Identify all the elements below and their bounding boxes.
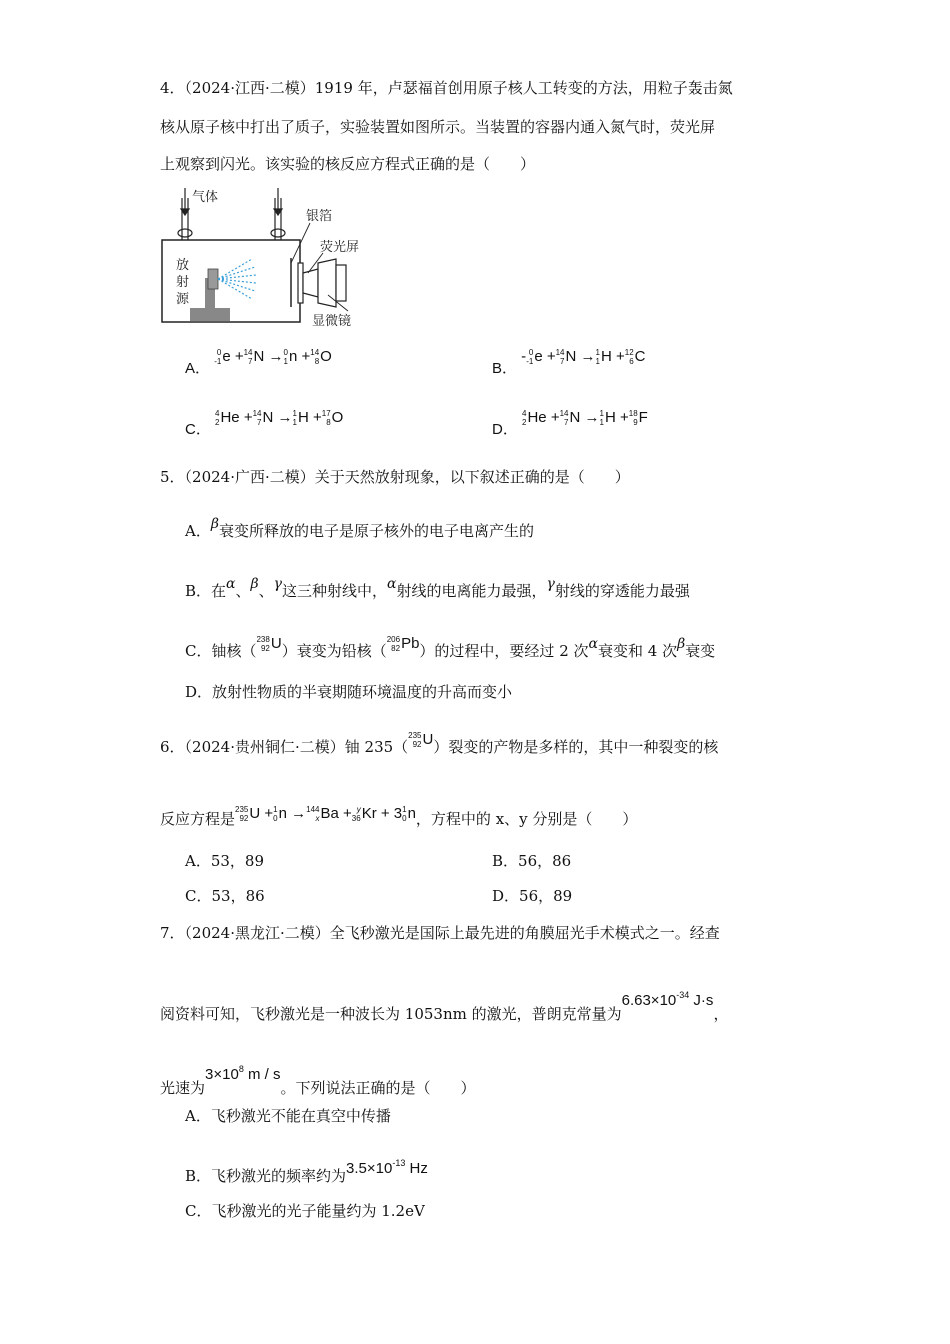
q6-option-c[interactable]: C．53，86 <box>185 887 265 905</box>
q6-line-2a: 反应方程是 <box>160 810 236 828</box>
source-head <box>208 269 218 289</box>
q5-option-c-end: 衰变 <box>685 642 716 660</box>
q5-option-c-mid3: 衰变和 4 次 <box>597 642 678 660</box>
q7-option-c[interactable]: C．飞秒激光的光子能量约为 1.2eV <box>185 1202 425 1220</box>
q4-option-b-label: B． <box>492 360 518 377</box>
q6-line-1a: 6．（2024·贵州铜仁·二模）铀 235（ <box>160 738 409 756</box>
q4-line-3: 上观察到闪光。该实验的核反应方程式正确的是（ ） <box>160 155 536 173</box>
q4-option-c-label: C． <box>185 421 211 438</box>
q5-option-c-mid: ）衰变为铅核（ <box>281 642 387 660</box>
q5-option-d[interactable]: D．放射性物质的半衰期随环境温度的升高而变小 <box>185 683 513 701</box>
q5-option-b-mid2: 射线的电离能力最强， <box>396 582 547 600</box>
q5-option-b-label: B．在 <box>185 582 227 600</box>
q4-option-a[interactable]: A． 0 -1 e + 14 7 N → 0 1 n + 14 8 O <box>185 348 332 377</box>
laser-frequency: $3.5\times 10^{-13}$ Hz <box>346 1158 428 1177</box>
microscope-eyepiece <box>336 265 346 301</box>
q4-line-1: 4．（2024·江西·二模）1919 年，卢瑟福首创用原子核人工转变的方法，用粒子轰击氮 <box>160 79 733 97</box>
q5-option-b-end: 射线的穿透能力最强 <box>554 582 690 600</box>
planck-constant: $6.63\times 10^{-34}$ J·s <box>621 990 714 1009</box>
gas-inlet-left <box>178 188 192 240</box>
source-label-3: 源 <box>176 292 190 307</box>
q5-option-a-text: 衰变所释放的电子是原子核外的电子电离产生的 <box>218 522 534 540</box>
q7-line-2 <box>160 985 728 1024</box>
q4-option-d-label: D． <box>492 421 518 438</box>
microscope-label: 显微镜 <box>312 314 352 329</box>
q4-line-2: 核从原子核中打出了质子，实验装置如图所示。当装置的容器内通入氮气时，荧光屏 <box>160 118 716 136</box>
q5-option-b[interactable]: B．在α、β、γ这三种射线中，α射线的电离能力最强，γ射线的穿透能力最强 <box>185 576 690 600</box>
q7-line-3a: 光速为 <box>160 1079 206 1097</box>
q7-line-3 <box>160 1059 476 1098</box>
q7-line-3b: 。下列说法正确的是（ ） <box>280 1079 476 1097</box>
q7-option-a[interactable]: A．飞秒激光不能在真空中传播 <box>185 1107 391 1125</box>
foil-label: 银箔 <box>306 209 333 224</box>
q6-line-1: 6．（2024·贵州铜仁·二模）铀 235（ 235 92 U）裂变的产物是多样的，其中一种裂变的核 <box>160 731 719 756</box>
rutherford-apparatus-diagram <box>160 183 370 333</box>
gas-label: 气体 <box>192 190 219 205</box>
q5-option-c-label: C．铀核（ <box>185 642 257 660</box>
screen-label: 荧光屏 <box>320 240 360 255</box>
q4-option-c[interactable]: C． 4 2 He + 14 7 N → 1 1 H + 17 8 O <box>185 409 344 438</box>
q4-option-d[interactable]: D． 4 2 He + 14 7 N → 1 1 H + 18 9 F <box>492 409 648 438</box>
q6-option-a[interactable]: A．53，89 <box>185 852 265 870</box>
q7-option-b-label: B．飞秒激光的频率约为 <box>185 1167 347 1185</box>
source-label-1: 放 <box>176 258 190 273</box>
q7-line-2a: 阅资料可知，飞秒激光是一种波长为 1053nm 的激光，普朗克常量为 <box>160 1005 622 1023</box>
q6-line-2b: ，方程中的 x、y 分别是（ ） <box>415 810 638 828</box>
q5-option-b-mid: 这三种射线中， <box>282 582 388 600</box>
q6-option-b[interactable]: B．56，86 <box>492 852 572 870</box>
speed-of-light: $3\times 10^8$ m / s <box>205 1064 281 1083</box>
q7-line-1: 7．（2024·黑龙江·二模）全飞秒激光是国际上最先进的角膜屈光手术模式之一。经查 <box>160 924 720 942</box>
q6-option-d[interactable]: D．56，89 <box>492 887 573 905</box>
gas-inlet-right <box>271 188 285 240</box>
q7-option-b[interactable] <box>185 1153 428 1186</box>
source-label-2: 射 <box>176 275 190 290</box>
q5-stem: 5．（2024·广西·二模）关于天然放射现象，以下叙述正确的是（ ） <box>160 468 630 486</box>
q4-option-a-label: A． <box>185 360 211 377</box>
radiation-spray <box>218 259 256 299</box>
q5-option-a-label: A． <box>185 522 211 540</box>
q5-option-a[interactable] <box>185 514 534 541</box>
q7-line-2b: ， <box>713 1005 729 1023</box>
microscope-body <box>303 269 318 297</box>
q5-option-c[interactable]: C．铀核（ 238 92 U）衰变为铅核（ 206 82 Pb）的过程中，要经过 2 次α衰变和 4 次β衰变 <box>185 635 716 660</box>
q4-option-b[interactable]: B． - 0 -1 e + 14 7 N → 1 1 H + 12 6 C <box>492 348 646 377</box>
q6-fission-equation: 235 92 U + 1 0 n → 144 x Ba + y 36 Kr + 3 1 0 n <box>235 805 416 824</box>
beta-symbol: β <box>210 516 219 532</box>
q6-line-2 <box>160 804 637 829</box>
q6-line-1b: ）裂变的产物是多样的，其中一种裂变的核 <box>433 738 719 756</box>
fluorescent-screen <box>298 263 303 303</box>
q5-option-c-mid2: ）的过程中，要经过 2 次 <box>419 642 589 660</box>
